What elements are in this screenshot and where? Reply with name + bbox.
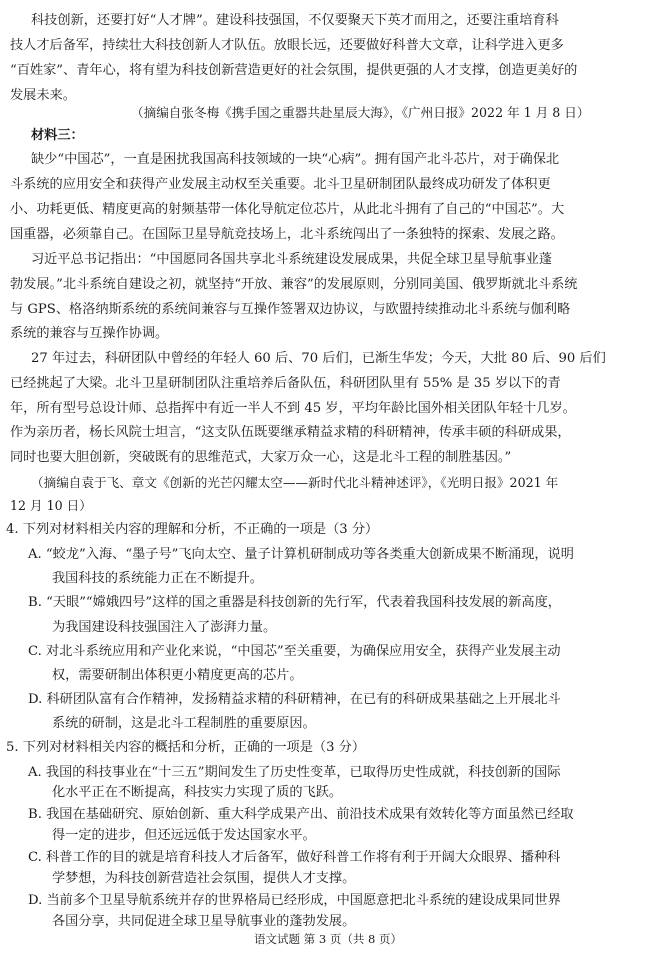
source-citation: （摘编自张冬梅《携手国之重器共赴星辰大海》，《广州日报》2022 年 1 月 8 日） bbox=[131, 105, 590, 120]
q5-option-c: C. 科普工作的目的就是培育科技人才后备军，做好科普工作将有利于开阔大众眼界、播种科 bbox=[28, 850, 561, 865]
text-line: 斗系统的应用安全和获得产业发展主动权至关重要。北斗卫星研制团队最终成功研发了体积更 bbox=[10, 177, 551, 192]
q4-option-b-cont: 为我国建设科技强国注入了澎湃力量。 bbox=[52, 620, 277, 635]
question-5-stem: 5. 下列对材料相关内容的概括和分析，正确的一项是（3 分） bbox=[6, 740, 366, 755]
text-line: 习近平总书记指出：“中国愿同各国共享北斗系统建设发展成果，共促全球卫星导航事业蓬 bbox=[31, 252, 553, 267]
question-4-stem: 4. 下列对材料相关内容的理解和分析，不正确的一项是（3 分） bbox=[6, 522, 379, 537]
source-citation: （摘编自袁于飞、章文《创新的光芒闪耀太空——新时代北斗精神述评》，《光明日报》2021 年 bbox=[31, 475, 559, 490]
q4-option-a-cont: 我国科技的系统能力正在不断提升。 bbox=[52, 571, 263, 586]
q5-option-a-cont: 化水平正在不断提高，科技实力实现了质的飞跃。 bbox=[52, 785, 343, 800]
q4-option-c: C. 对北斗系统应用和产业化来说，“中国芯”至关重要，为确保应用安全，获得产业发展主动 bbox=[28, 644, 561, 659]
text-line: 发展未来。 bbox=[10, 88, 76, 103]
q4-option-c-cont: 权，需要研制出体积更小精度更高的芯片。 bbox=[52, 668, 303, 683]
text-line: 年，所有型号总设计师、总指挥中有近一半人不到 45 岁，平均年龄比国外相关团队年轻十几岁。 bbox=[10, 401, 576, 416]
text-line: 系统的兼容与互操作协调。 bbox=[10, 326, 169, 341]
q5-option-b-cont: 得一定的进步，但还远远低于发达国家水平。 bbox=[52, 828, 316, 843]
q5-option-a: A. 我国的科技事业在“十三五”期间发生了历史性变革，已取得历史性成就，科技创新的国际 bbox=[28, 765, 561, 780]
q4-option-b: B. “天眼”“嫦娥四号”这样的国之重器是科技创新的先行军，代表着我国科技发展的新高度， bbox=[28, 595, 561, 610]
text-line: 科技创新，还要打好“人才牌”。建设科技强国，不仅要聚天下英才而用之，还要注重培育科 bbox=[31, 13, 559, 28]
q5-option-d: D. 当前多个卫星导航系统并存的世界格局已经形成，中国愿意把北斗系统的建设成果同世界 bbox=[28, 893, 561, 908]
q5-option-b: B. 我国在基础研究、原始创新、重大科学成果产出、前沿技术成果有效转化等方面虽然已经取 bbox=[28, 807, 574, 822]
page-footer: 语文试题 第 3 页（共 8 页） bbox=[254, 932, 402, 946]
material-heading: 材料三： bbox=[31, 128, 84, 143]
q5-option-d-cont: 各国分享，共同促进全球卫星导航事业的蓬勃发展。 bbox=[52, 914, 356, 929]
text-line: 27 年过去，科研团队中曾经的年轻人 60 后、70 后们，已渐生华发；今天，大批 80 后、90 后们 bbox=[31, 351, 606, 366]
text-line: 已经挑起了大梁。北斗卫星研制团队注重培养后备队伍，科研团队里有 55% 是 35 岁以下的青 bbox=[10, 376, 561, 391]
q5-option-c-cont: 学梦想，为科技创新营造社会氛围，提供人才支撑。 bbox=[52, 871, 356, 886]
text-line: 与 GPS、格洛纳斯系统的系统间兼容与互操作签署双边协议，与欧盟持续推动北斗系统与伽利略 bbox=[10, 302, 571, 317]
text-line: 缺少“中国芯”，一直是困扰我国高科技领域的一块“心病”。拥有国产北斗芯片，对于确保北 bbox=[31, 152, 560, 167]
q4-option-a: A. “蛟龙”入海、“墨子号”飞向太空、量子计算机研制成功等各类重大创新成果不断涌现，说明 bbox=[28, 547, 574, 562]
text-line: 作为亲历者，杨长风院士坦言，“这支队伍既要继承精益求精的科研精神，传承丰硕的科研成果， bbox=[10, 425, 571, 440]
text-line: 技人才后备军，持续壮大科技创新人才队伍。放眼长远，还要做好科普大文章，让科学进入更多 bbox=[10, 38, 564, 53]
text-line: 同时也要大胆创新，突破既有的思维范式，大家万众一心，这是北斗工程的制胜基因。” bbox=[10, 450, 512, 465]
text-line: 小、功耗更低、精度更高的射频基带一体化导航定位芯片，从此北斗拥有了自己的“中国芯”。大 bbox=[10, 202, 565, 217]
text-line: 国重器，必须靠自己。在国际卫星导航竞技场上，北斗系统闯出了一条独特的探索、发展之路。 bbox=[10, 227, 564, 242]
q4-option-d: D. 科研团队富有合作精神，发扬精益求精的科研精神，在已有的科研成果基础之上开展北斗 bbox=[28, 692, 561, 707]
q4-option-d-cont: 系统的研制，这是北斗工程制胜的重要原因。 bbox=[52, 716, 316, 731]
text-line: 勃发展。”北斗系统自建设之初，就坚持“开放、兼容”的发展原则，分别同美国、俄罗斯就北斗系统 bbox=[10, 277, 578, 292]
source-citation: 12 月 10 日） bbox=[10, 498, 92, 513]
text-line: “百姓家”、青年心，将有望为科技创新营造更好的社会氛围，提供更强的人才支撑，创造更美好的 bbox=[10, 63, 578, 78]
